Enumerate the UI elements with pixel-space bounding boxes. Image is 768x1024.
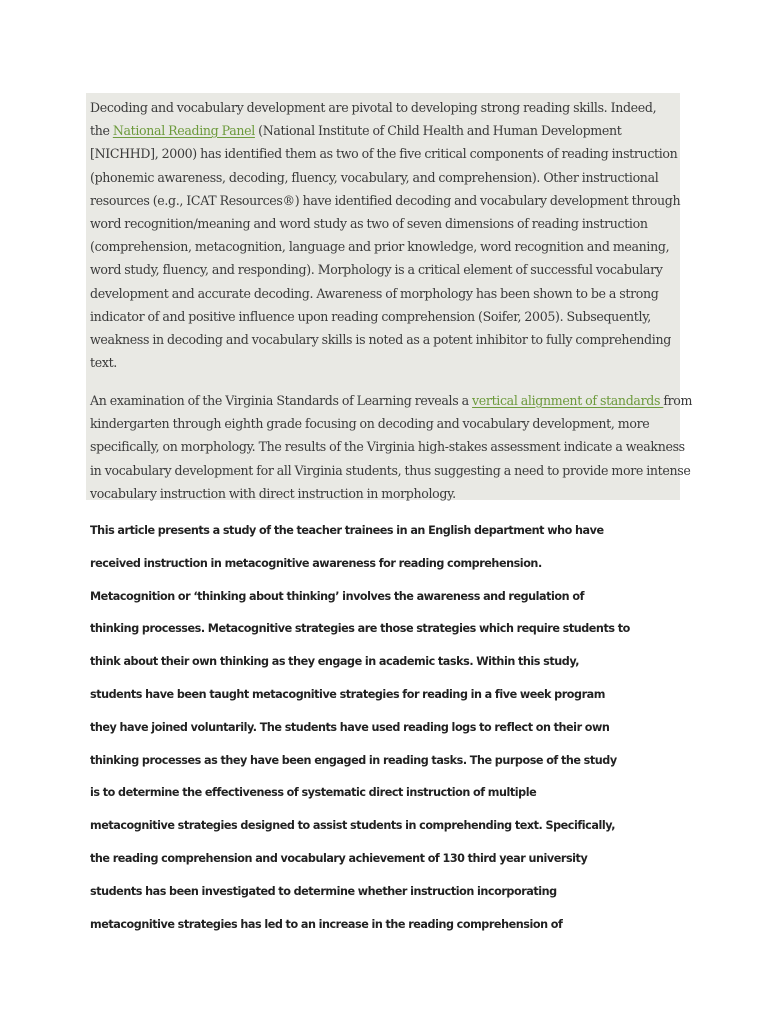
- abstract-line: thinking processes as they have been engaged in reading tasks. The purpose of the study: [90, 753, 617, 767]
- abstract-line: students has been investigated to determine whether instruction incorporating: [90, 884, 557, 898]
- abstract-line: the reading comprehension and vocabulary achievement of 130 third year university: [90, 851, 588, 865]
- text-fragment: from: [663, 393, 693, 408]
- abstract-line: thinking processes. Metacognitive strategies are those strategies which require students to: [90, 622, 630, 636]
- abstract-line: students have been taught metacognitive strategies for reading in a five week program: [90, 687, 605, 701]
- abstract-line: think about their own thinking as they engage in academic tasks. Within this study,: [90, 655, 580, 669]
- text-line: [NICHHD], 2000) has identified them as two of the five critical components of reading instruction: [90, 146, 678, 162]
- abstract-line: they have joined voluntarily. The students have used reading logs to reflect on their own: [90, 720, 610, 734]
- abstract-line: metacognitive strategies has led to an increase in the reading comprehension of: [90, 917, 563, 931]
- paragraph-decoding-vocabulary: [90, 96, 680, 374]
- abstract-line: is to determine the effectiveness of systematic direct instruction of multiple: [90, 786, 537, 800]
- text-line: weakness in decoding and vocabulary skills is noted as a potent inhibitor to fully comprehending: [90, 332, 671, 348]
- abstract-line: received instruction in metacognitive awareness for reading comprehension.: [90, 556, 542, 570]
- abstract-line: metacognitive strategies designed to assist students in comprehending text. Specifically,: [90, 819, 615, 833]
- text-line: word recognition/meaning and word study as two of seven dimensions of reading instruction: [90, 216, 648, 232]
- text-line: kindergarten through eighth grade focusing on decoding and vocabulary development, more: [90, 416, 650, 432]
- text-line-with-link: [90, 389, 693, 412]
- text-line-with-link: [90, 119, 680, 142]
- text-line: indicator of and positive influence upon reading comprehension (Soifer, 2005). Subsequently,: [90, 308, 651, 324]
- abstract-line: Metacognition or ‘thinking about thinking’ involves the awareness and regulation of: [90, 589, 584, 603]
- text-line: specifically, on morphology. The results of the Virginia high-stakes assessment indicate a weakness: [90, 439, 685, 455]
- text-line: resources (e.g., ICAT Resources®) have identified decoding and vocabulary development through: [90, 192, 681, 208]
- text-fragment: (National Institute of Child Health and Human Development: [254, 123, 622, 139]
- text-line: vocabulary instruction with direct instruction in morphology.: [90, 485, 456, 501]
- paragraph-virginia-standards: [90, 389, 693, 505]
- text-line: in vocabulary development for all Virginia students, thus suggesting a need to provide more intense: [90, 462, 691, 478]
- text-line: Decoding and vocabulary development are pivotal to developing strong reading skills. Indeed,: [90, 100, 657, 115]
- text-line: word study, fluency, and responding). Morphology is a critical element of successful vocabulary: [90, 262, 663, 278]
- vertical-alignment-link[interactable]: vertical alignment of standards: [472, 393, 664, 408]
- abstract-line: This article presents a study of the teacher trainees in an English department who have: [90, 524, 604, 537]
- article-abstract: [90, 515, 650, 941]
- text-line: (phonemic awareness, decoding, fluency, vocabulary, and comprehension). Other instructional: [90, 169, 659, 185]
- text-line: text.: [90, 355, 117, 371]
- text-fragment: the: [90, 123, 113, 139]
- text-line: (comprehension, metacognition, language and prior knowledge, word recognition and meaning,: [90, 239, 670, 255]
- text-fragment: An examination of the Virginia Standards of Learning reveals a: [90, 393, 473, 408]
- text-line: development and accurate decoding. Awareness of morphology has been shown to be a strong: [90, 285, 659, 301]
- national-reading-panel-link[interactable]: National Reading Panel: [112, 123, 255, 139]
